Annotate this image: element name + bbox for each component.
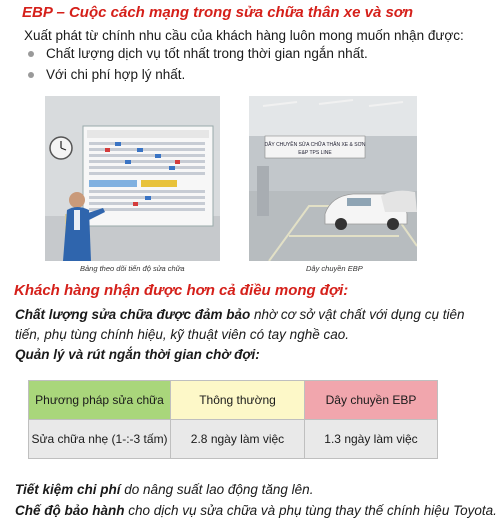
bullet-icon: [28, 72, 34, 78]
table-row: [29, 420, 438, 459]
cost-bold: Tiết kiệm chi phí: [15, 482, 121, 497]
bullet-item: [28, 46, 368, 61]
table-cell: 1.3 ngày làm việc: [305, 420, 438, 459]
bullet-icon: [28, 51, 34, 57]
table-header-row: [29, 381, 438, 420]
table-header: Dây chuyền EBP: [305, 381, 438, 420]
ebp-line-photo: [249, 96, 417, 261]
cost-paragraph: [15, 480, 313, 500]
progress-board-photo: [45, 96, 220, 261]
time-heading: Quản lý và rút ngắn thời gian chờ đợi:: [15, 347, 260, 362]
quality-paragraph: [15, 305, 490, 345]
comparison-table: [28, 380, 438, 459]
quality-bold: Chất lượng sửa chữa được đảm bảo: [15, 307, 251, 322]
bullet-text: Với chi phí hợp lý nhất.: [46, 67, 186, 82]
table-header: Phương pháp sửa chữa: [29, 381, 171, 420]
warranty-paragraph: [15, 501, 497, 521]
cost-text: do nâng suất lao động tăng lên.: [120, 482, 314, 497]
warranty-text: cho dịch vụ sửa chữa và phụ tùng thay thế chính hiệu Toyota.: [124, 503, 497, 518]
table-cell: 2.8 ngày làm việc: [171, 420, 305, 459]
table-cell: Sửa chữa nhẹ (1-:-3 tấm): [29, 420, 171, 459]
photo-caption-left: Bảng theo dõi tiến độ sửa chữa: [80, 264, 185, 273]
bullet-item: [28, 67, 185, 82]
ebp-sign-text: DÂY CHUYỀN SỬA CHỮA THÂN XE & SƠN: [264, 142, 366, 148]
photo-caption-right: Dây chuyền EBP: [306, 264, 363, 273]
warranty-bold: Chế độ bảo hành: [15, 503, 125, 518]
ebp-sign-text-2: E&P TPS LINE: [298, 150, 332, 156]
section-heading-benefits: Khách hàng nhận được hơn cả điều mong đợi:: [14, 282, 349, 299]
intro-text: Xuất phát từ chính nhu cầu của khách hàng luôn mong muốn nhận được:: [24, 28, 464, 43]
bullet-text: Chất lượng dịch vụ tốt nhất trong thời gian ngắn nhất.: [46, 46, 368, 61]
section-heading-ebp: EBP – Cuộc cách mạng trong sửa chữa thân xe và sơn: [22, 4, 414, 21]
quality-text: nhờ cơ sở vật chất với dụng cụ tiên tiến, phụ tùng chính hiệu, kỹ thuật viên có tay nghề cao.: [15, 307, 465, 342]
table-header: Thông thường: [171, 381, 305, 420]
